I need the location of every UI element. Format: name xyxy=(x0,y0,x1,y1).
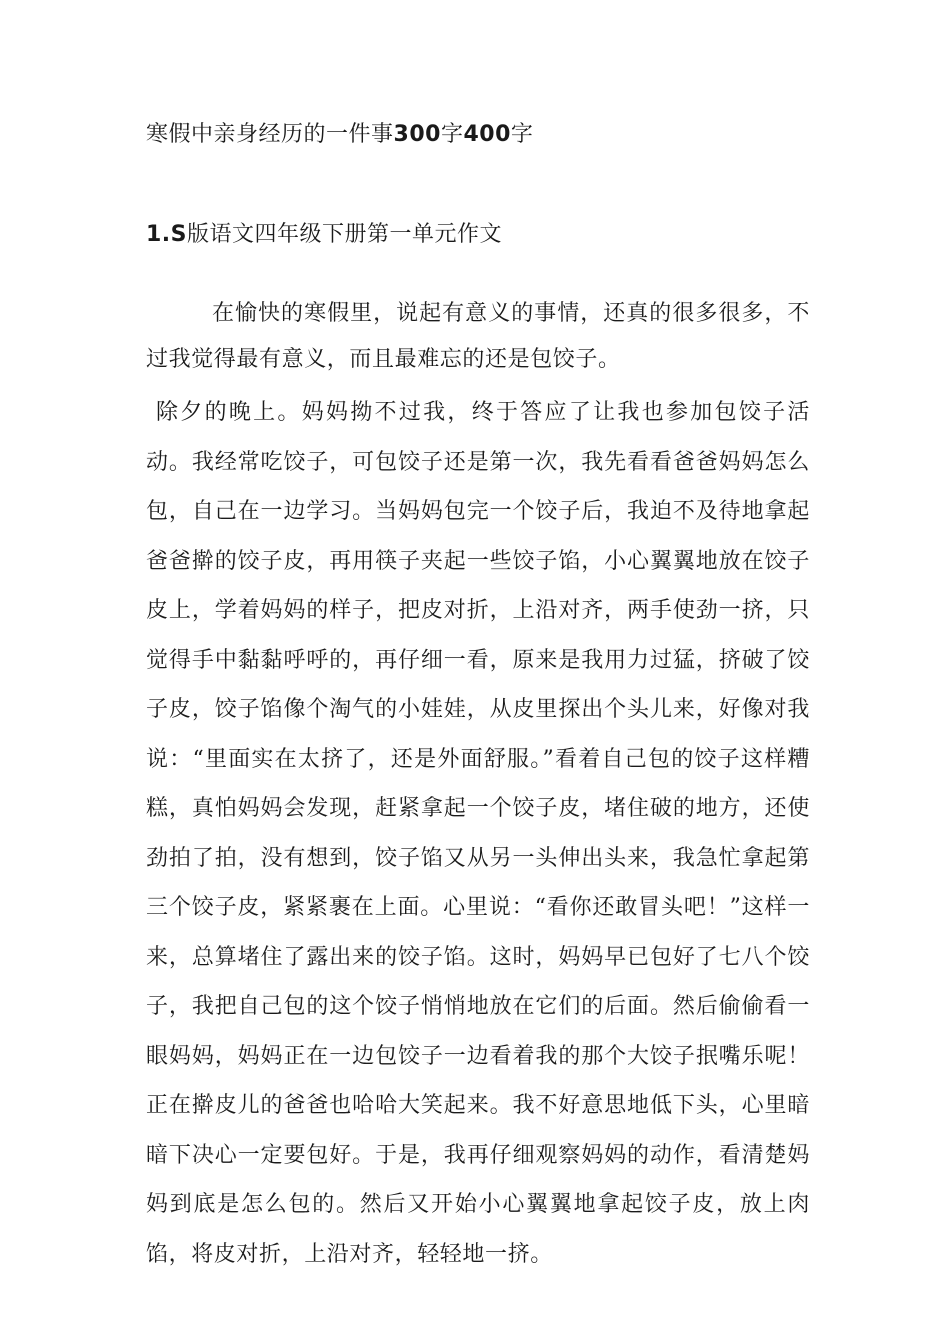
title-text-3: 字 xyxy=(510,122,534,147)
title-number-1: 300 xyxy=(393,122,441,147)
paragraph-2: 除夕的晚上。妈妈拗不过我，终于答应了让我也参加包饺子活动。我经常吃饺子，可包饺子还是第一次，我先看看爸爸妈妈怎么包，自己在一边学习。当妈妈包完一个饺子后，我迫不及待地拿起爸爸擀的饺子皮，再用筷子夹起一些饺子馅，小心翼翼地放在饺子皮上，学着妈妈的样子，把皮对折，上沿对齐，两手使劲一挤，只觉得手中黏黏呼呼的，再仔细一看，原来是我用力过猛，挤破了饺子皮，饺子馅像个淘气的小娃娃，从皮里探出个头儿来，好像对我说：“里面实在太挤了，还是外面舒服。”看着自己包的饺子这样糟糕，真怕妈妈会发现，赶紧拿起一个饺子皮，堵住破的地方，还使劲拍了拍，没有想到，饺子馅又从另一头伸出头来，我急忙拿起第三个饺子皮，紧紧裹在上面。心里说：“看你还敢冒头吧！”这样一来，总算堵住了露出来的饺子馅。这时，妈妈早已包好了七八个饺子，我把自己包的这个饺子悄悄地放在它们的后面。然后偷偷看一眼妈妈，妈妈正在一边包饺子一边看着我的那个大饺子抿嘴乐呢！正在擀皮儿的爸爸也哈哈大笑起来。我不好意思地低下头，心里暗暗下决心一定要包好。于是，我再仔细观察妈妈的动作，看清楚妈妈到底是怎么包的。然后又开始小心翼翼地拿起饺子皮，放上肉馅，将皮对折，上沿对齐，轻轻地一挤。 xyxy=(146,400,810,1267)
section-number: 1.S xyxy=(146,222,188,247)
section-heading-text: 版语文四年级下册第一单元作文 xyxy=(187,222,503,247)
title-number-2: 400 xyxy=(463,122,511,147)
paragraph-1: 在愉快的寒假里，说起有意义的事情，还真的很多很多，不过我觉得最有意义，而且最难忘的还是包饺子。 xyxy=(146,301,810,372)
title-text-2: 字 xyxy=(440,122,464,147)
section-heading xyxy=(146,218,502,252)
title-text-1: 寒假中亲身经历的一件事 xyxy=(146,122,394,147)
document-title xyxy=(146,118,533,152)
